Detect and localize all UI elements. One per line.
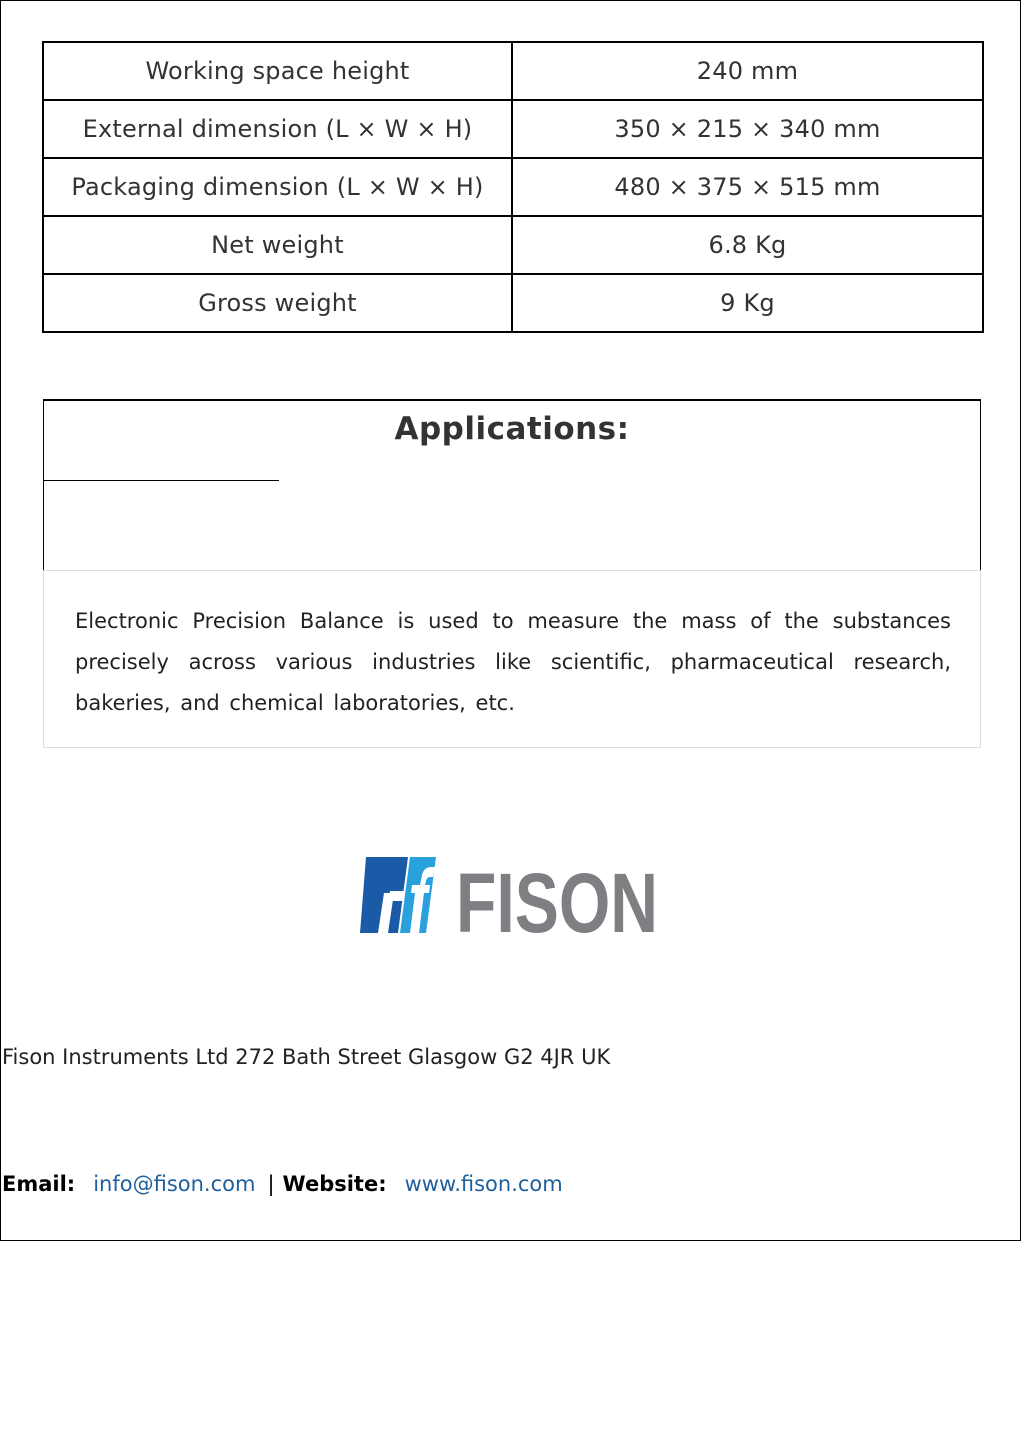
spec-value: 9 Kg [512,274,983,332]
table-row [43,274,983,332]
logo-mark-icon [360,857,436,933]
applications-description: Electronic Precision Balance is used to measure the mass of the substances precisely across various industries like scientific, pharmaceutical research, bakeries, and chemical laboratories, etc. [75,609,951,715]
website-link[interactable]: www.fison.com [404,1172,563,1196]
specifications-table [42,41,984,333]
spec-value: 240 mm [512,42,983,100]
title-divider [44,480,279,481]
fison-logo [360,855,660,950]
logo-text: FISON [456,856,658,950]
table-row [43,158,983,216]
spec-value: 350 × 215 × 340 mm [512,100,983,158]
applications-title: Applications: [394,411,630,447]
spec-value: 6.8 Kg [512,216,983,274]
separator: | [267,1172,275,1196]
spec-value: 480 × 375 × 515 mm [512,158,983,216]
table-row [43,42,983,100]
email-link[interactable]: info@fison.com [93,1172,256,1196]
table-row [43,216,983,274]
table-row [43,100,983,158]
spec-label: Net weight [43,216,512,274]
spec-label: Packaging dimension (L × W × H) [43,158,512,216]
contact-line [2,1172,563,1196]
email-label: Email: [2,1172,76,1196]
applications-body [43,570,981,748]
spec-label: Working space height [43,42,512,100]
spec-label: External dimension (L × W × H) [43,100,512,158]
spec-label: Gross weight [43,274,512,332]
website-label: Website: [282,1172,387,1196]
company-address: Fison Instruments Ltd 272 Bath Street Glasgow G2 4JR UK [2,1045,611,1069]
applications-header-box [43,399,981,570]
